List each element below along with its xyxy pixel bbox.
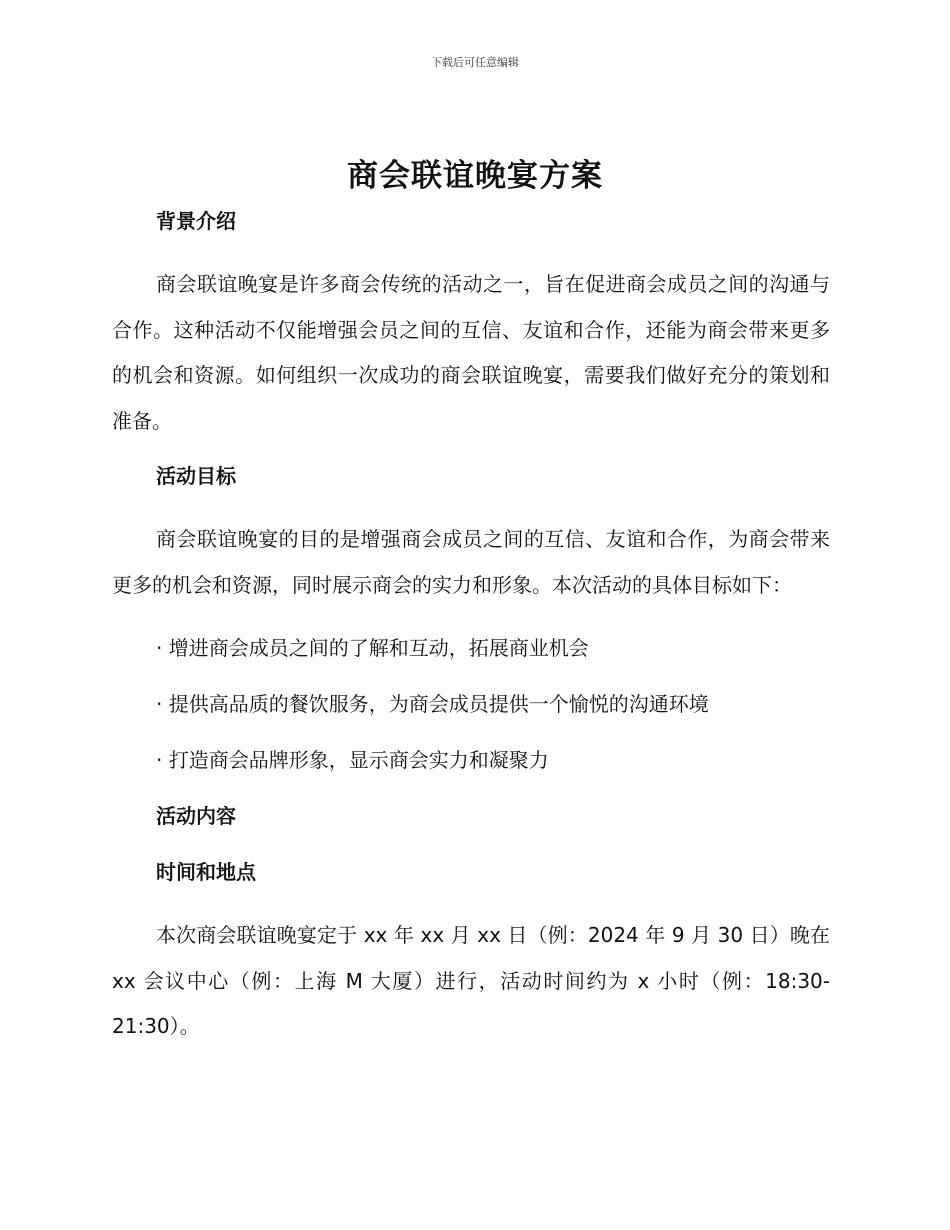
list-item-goal-2: · 提供高品质的餐饮服务，为商会成员提供一个愉悦的沟通环境 bbox=[156, 692, 709, 716]
document-body bbox=[112, 204, 830, 1050]
page-header-note: 下载后可任意编辑 bbox=[431, 56, 519, 69]
section-heading-background: 背景介绍 bbox=[156, 209, 236, 233]
document-title: 商会联谊晚宴方案 bbox=[347, 158, 603, 194]
section-heading-time-place: 时间和地点 bbox=[156, 860, 256, 884]
paragraph-goals: 商会联谊晚宴的目的是增强商会成员之间的互信、友谊和合作，为商会带来更多的机会和资源，同时展示商会的实力和形象。本次活动的具体目标如下： bbox=[112, 527, 830, 597]
paragraph-background: 商会联谊晚宴是许多商会传统的活动之一，旨在促进商会成员之间的沟通与合作。这种活动不仅能增强会员之间的互信、友谊和合作，还能为商会带来更多的机会和资源。如何组织一次成功的商会联谊晚宴，需要我们做好充分的策划和准备。 bbox=[112, 272, 830, 433]
list-item-goal-3: · 打造商会品牌形象，显示商会实力和凝聚力 bbox=[156, 748, 549, 772]
section-heading-goals: 活动目标 bbox=[156, 464, 236, 488]
list-item-goal-1: · 增进商会成员之间的了解和互动，拓展商业机会 bbox=[156, 636, 589, 660]
section-heading-content: 活动内容 bbox=[156, 804, 236, 828]
paragraph-time-place: 本次商会联谊晚宴定于 xx 年 xx 月 xx 日（例：2024 年 9 月 30 日）晚在 xx 会议中心（例：上海 M 大厦）进行，活动时间约为 x 小时（例：18:30-21:30）。 bbox=[112, 923, 830, 1038]
